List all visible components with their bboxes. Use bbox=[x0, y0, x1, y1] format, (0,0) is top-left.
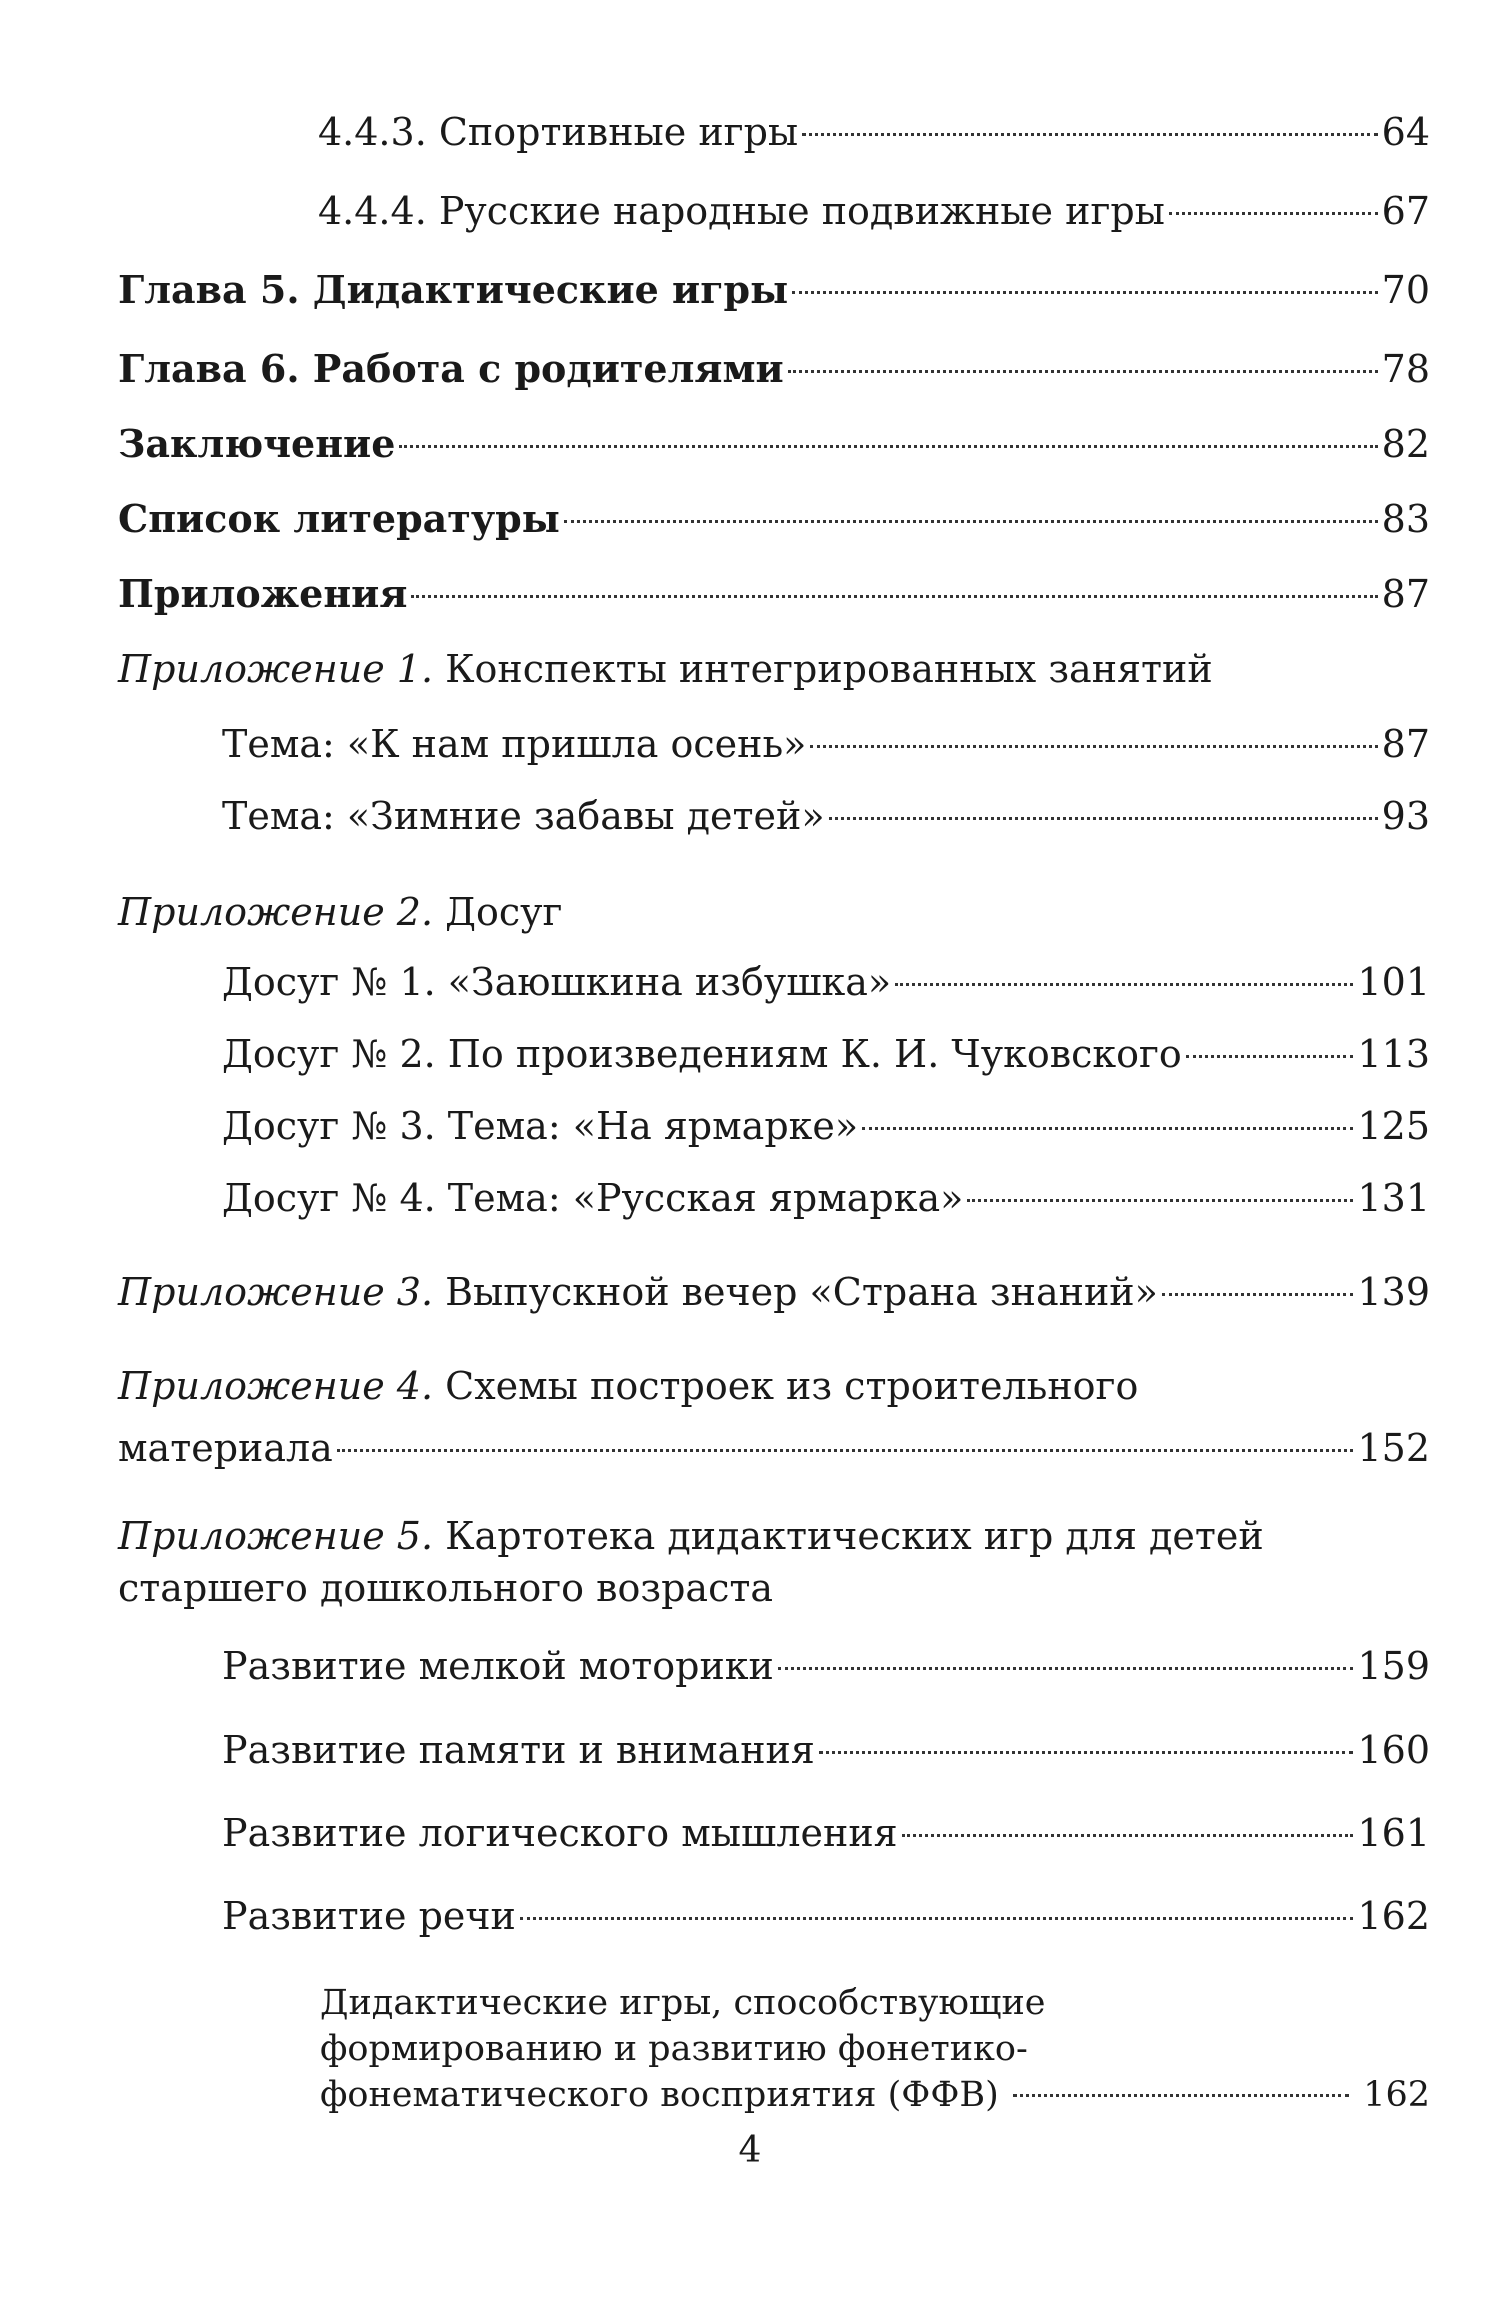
dot-leader bbox=[895, 983, 1353, 986]
dot-leader bbox=[564, 520, 1378, 523]
toc-entry-title: Заключение bbox=[118, 421, 396, 466]
toc-page-number: 162 bbox=[1357, 1894, 1430, 1938]
appendix-title-continuation: материала bbox=[118, 1426, 333, 1470]
toc-page-number: 82 bbox=[1381, 422, 1430, 466]
dot-leader bbox=[520, 1917, 1354, 1920]
toc-entry-title bbox=[118, 1268, 1158, 1316]
toc-page-number: 162 bbox=[1363, 2075, 1430, 2115]
appendix-title-continuation: старшего дошкольного возраста bbox=[118, 1566, 774, 1610]
toc-entry bbox=[318, 187, 1430, 235]
dot-leader bbox=[778, 1667, 1354, 1670]
toc-page-number: 161 bbox=[1357, 1811, 1430, 1855]
appendix-heading bbox=[118, 1512, 1430, 1612]
toc-chapter-entry bbox=[118, 570, 1430, 618]
toc-page-number: 139 bbox=[1357, 1270, 1430, 1314]
toc-page-number: 64 bbox=[1381, 110, 1430, 154]
appendix-entry bbox=[118, 1268, 1430, 1316]
dot-leader bbox=[862, 1127, 1353, 1130]
toc-entry bbox=[222, 792, 1430, 840]
toc-entry-title: Развитие мелкой моторики bbox=[222, 1644, 774, 1688]
dot-leader bbox=[1169, 212, 1378, 215]
toc-page-number: 160 bbox=[1357, 1728, 1430, 1772]
appendix-heading bbox=[118, 645, 1213, 693]
toc-entry bbox=[222, 1892, 1430, 1940]
toc-entry-title: Приложения bbox=[118, 571, 408, 616]
toc-page-number: 70 bbox=[1381, 268, 1430, 312]
toc-subentry-line: Дидактические игры, способствующие bbox=[320, 1983, 1046, 2023]
toc-entry-title: Развитие памяти и внимания bbox=[222, 1728, 815, 1772]
appendix-title: Схемы построек из строительного bbox=[445, 1364, 1139, 1408]
toc-entry-title: 4.4.4. Русские народные подвижные игры bbox=[318, 189, 1165, 233]
toc-page-number: 101 bbox=[1357, 960, 1430, 1004]
toc-entry bbox=[222, 1642, 1430, 1690]
dot-leader bbox=[788, 370, 1378, 373]
toc-entry bbox=[222, 1726, 1430, 1774]
toc-subentry-line bbox=[320, 2072, 1430, 2118]
appendix-label: Приложение 4. bbox=[118, 1364, 434, 1408]
toc-subentry-title-end: фонематического восприятия (ФФВ) bbox=[320, 2075, 999, 2115]
appendix-label: Приложение 2. bbox=[118, 890, 434, 934]
toc-entry-title: Тема: «К нам пришла осень» bbox=[222, 722, 807, 766]
dot-leader bbox=[819, 1751, 1354, 1754]
toc-entry-title: Досуг № 1. «Заюшкина избушка» bbox=[222, 960, 892, 1004]
dot-leader bbox=[902, 1834, 1354, 1837]
toc-entry-title: Тема: «Зимние забавы детей» bbox=[222, 794, 825, 838]
toc-chapter-entry bbox=[118, 345, 1430, 393]
appendix-label: Приложение 3. bbox=[118, 1270, 434, 1314]
appendix-label: Приложение 1. bbox=[118, 647, 434, 691]
dot-leader bbox=[399, 445, 1377, 448]
toc-entry-title: Досуг № 2. По произведениям К. И. Чуковского bbox=[222, 1032, 1182, 1076]
dot-leader bbox=[829, 817, 1378, 820]
dot-leader bbox=[802, 133, 1378, 136]
toc-entry-title: Досуг № 3. Тема: «На ярмарке» bbox=[222, 1104, 859, 1148]
toc-entry-title: Досуг № 4. Тема: «Русская ярмарка» bbox=[222, 1176, 964, 1220]
toc-page-number: 87 bbox=[1381, 572, 1430, 616]
appendix-heading-line bbox=[118, 1424, 1430, 1472]
toc-subentry bbox=[320, 1980, 1430, 2118]
appendix-heading-line bbox=[118, 1512, 1430, 1560]
page-number: 4 bbox=[738, 2130, 762, 2171]
dot-leader bbox=[1013, 2094, 1349, 2097]
dot-leader bbox=[792, 291, 1377, 294]
dot-leader bbox=[337, 1449, 1354, 1452]
toc-subentry-line: формированию и развитию фонетико- bbox=[320, 2029, 1028, 2069]
toc-page-number: 67 bbox=[1381, 189, 1430, 233]
toc-entry bbox=[318, 108, 1430, 156]
toc-entry bbox=[222, 958, 1430, 1006]
appendix-title: Выпускной вечер «Страна знаний» bbox=[445, 1270, 1158, 1314]
toc-entry bbox=[222, 720, 1430, 768]
appendix-heading bbox=[118, 888, 562, 936]
toc-page-number: 87 bbox=[1381, 722, 1430, 766]
toc-page-number: 113 bbox=[1357, 1032, 1430, 1076]
toc-page-number: 131 bbox=[1357, 1176, 1430, 1220]
toc-chapter-entry bbox=[118, 495, 1430, 543]
appendix-heading-line bbox=[118, 1564, 1430, 1612]
toc-chapter-entry bbox=[118, 420, 1430, 468]
toc-page-number: 125 bbox=[1357, 1104, 1430, 1148]
dot-leader bbox=[1162, 1293, 1354, 1296]
appendix-title: Конспекты интегрированных занятий bbox=[445, 647, 1213, 691]
dot-leader bbox=[810, 745, 1377, 748]
toc-entry bbox=[222, 1809, 1430, 1857]
toc-page-number: 93 bbox=[1381, 794, 1430, 838]
toc-page-number: 83 bbox=[1381, 497, 1430, 541]
appendix-heading-line bbox=[118, 1362, 1430, 1410]
appendix-entry bbox=[118, 1362, 1430, 1472]
toc-entry bbox=[222, 1030, 1430, 1078]
dot-leader bbox=[967, 1199, 1353, 1202]
toc-entry-title: 4.4.3. Спортивные игры bbox=[318, 110, 799, 154]
toc-page-number: 78 bbox=[1381, 347, 1430, 391]
dot-leader bbox=[1186, 1055, 1354, 1058]
toc-entry-title: Развитие логического мышления bbox=[222, 1811, 898, 1855]
toc-page-number: 159 bbox=[1357, 1644, 1430, 1688]
toc-entry-title: Глава 6. Работа с родителями bbox=[118, 346, 784, 391]
toc-entry-title: Развитие речи bbox=[222, 1894, 516, 1938]
appendix-title: Картотека дидактических игр для детей bbox=[445, 1514, 1264, 1558]
toc-entry-title: Список литературы bbox=[118, 496, 560, 541]
toc-chapter-entry bbox=[118, 266, 1430, 314]
appendix-label: Приложение 5. bbox=[118, 1514, 434, 1558]
dot-leader bbox=[411, 595, 1377, 598]
toc-entry bbox=[222, 1174, 1430, 1222]
toc-entry-title: Глава 5. Дидактические игры bbox=[118, 267, 789, 312]
toc-page-number: 152 bbox=[1357, 1426, 1430, 1470]
appendix-title: Досуг bbox=[445, 890, 563, 934]
toc-entry bbox=[222, 1102, 1430, 1150]
